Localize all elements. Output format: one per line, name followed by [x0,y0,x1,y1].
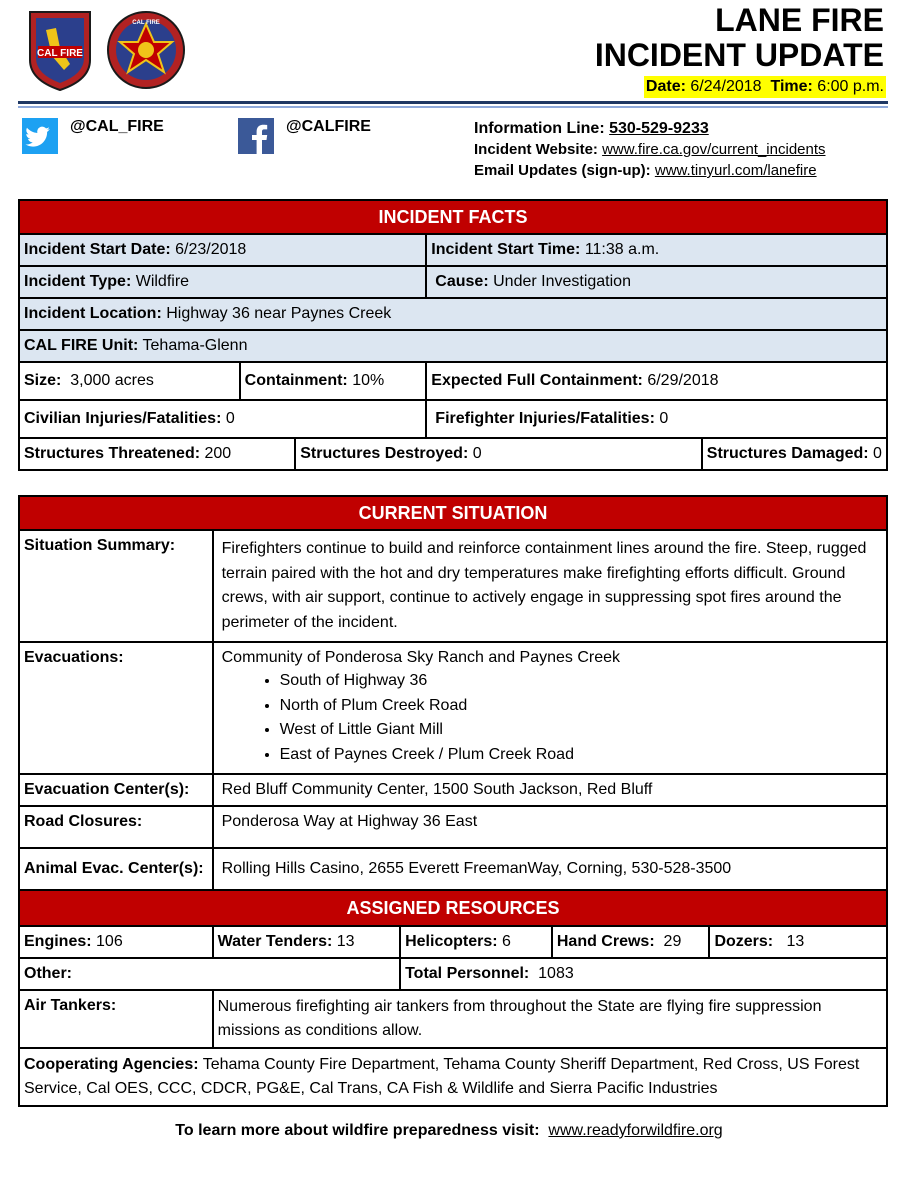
road-closures-label: Road Closures: [19,806,213,848]
start-date-value: 6/23/2018 [175,241,247,258]
twitter-contact[interactable] [22,118,164,154]
facebook-handle: @CALFIRE [286,118,371,135]
date-value: 6/24/2018 [690,78,762,95]
start-time-value: 11:38 a.m. [584,241,660,258]
header-logos [26,8,188,92]
cal-fire-logos-icon [26,8,188,92]
expected-containment-value: 6/29/2018 [647,372,719,389]
civilian-injuries-cell: Civilian Injuries/Fatalities: 0 [19,400,426,438]
assigned-resources-heading: ASSIGNED RESOURCES [19,890,887,926]
dozers-cell: Dozers: 13 [709,926,887,958]
air-tankers-value: Numerous firefighting air tankers from throughout the State are flying fire suppression missions as conditions allow. [213,990,887,1048]
structures-threatened-value: 200 [204,445,232,462]
evac-center-value: Red Bluff Community Center, 1500 South Jackson, Red Bluff [213,774,887,806]
helicopters-cell: Helicopters: 6 [400,926,552,958]
other-cell: Other: [19,958,400,990]
containment-cell: Containment: 10% [240,362,427,400]
water-tenders-cell: Water Tenders: 13 [213,926,400,958]
structures-damaged-value: 0 [873,445,882,462]
hand-crews-value: 29 [663,933,682,950]
time-value: 6:00 p.m. [817,78,884,95]
date-label: Date: [645,78,686,95]
air-tankers-label: Air Tankers: [19,990,213,1048]
cooperating-agencies-cell: Cooperating Agencies: Tehama County Fire Department, Tehama County Sheriff Department, Red Cross, US Forest Service, Cal OES, CCC, CDCR, PG&E, Cal Trans, CA Fish & Wildlife and Sierra Pacific Industries [19,1048,887,1106]
evacuation-list [222,669,878,767]
structures-damaged-cell: Structures Damaged: 0 [702,438,887,470]
header-rule-dark [18,101,888,104]
facebook-icon [238,118,274,154]
water-tenders-value: 13 [336,933,355,950]
evacuations-label: Evacuations: [19,642,213,774]
contact-info [474,118,826,181]
start-time-cell: Incident Start Time: 11:38 a.m. [426,234,887,266]
evacuations-intro: Community of Ponderosa Sky Ranch and Paynes Creek [221,649,621,666]
evac-center-label: Evacuation Center(s): [19,774,213,806]
header-rule-light [18,106,888,108]
animal-evac-label: Animal Evac. Center(s): [19,848,213,890]
date-time-bar [644,76,886,98]
incident-facts-heading: INCIDENT FACTS [19,200,887,234]
title-line-1: LANE FIRE [715,2,884,38]
hand-crews-cell: Hand Crews: 29 [552,926,710,958]
email-label: Email Updates (sign-up): [474,162,651,179]
expected-containment-cell: Expected Full Containment: 6/29/2018 [426,362,887,400]
location-value: Highway 36 near Paynes Creek [166,305,392,322]
website-label: Incident Website: [474,141,598,158]
svg-text:CAL FIRE: CAL FIRE [132,20,160,26]
evacuation-item: • North of Plum Creek Road [280,694,878,719]
start-date-cell: Incident Start Date: 6/23/2018 [19,234,426,266]
total-personnel-value: 1083 [538,965,574,982]
animal-evac-value: Rolling Hills Casino, 2655 Everett FreemanWay, Corning, 530-528-3500 [213,848,887,890]
twitter-handle: @CAL_FIRE [70,118,164,135]
unit-cell: CAL FIRE Unit: Tehama-Glenn [19,330,887,362]
engines-value: 106 [96,933,123,950]
firefighter-injuries-cell: Firefighter Injuries/Fatalities: 0 [426,400,887,438]
road-closures-value: Ponderosa Way at Highway 36 East [213,806,887,848]
unit-value: Tehama-Glenn [142,337,248,354]
firefighter-injuries-value: 0 [659,410,669,427]
situation-resources-table [18,495,888,1107]
evacuation-item: • South of Highway 36 [280,669,878,694]
time-label: Time: [770,78,813,95]
evacuation-item: • East of Paynes Creek / Plum Creek Road [280,743,878,768]
incident-type-cell: Incident Type: Wildfire [19,266,426,298]
report-title [595,2,884,72]
footer [0,1122,898,1140]
civilian-injuries-value: 0 [225,410,235,427]
total-personnel-cell: Total Personnel: 1083 [400,958,887,990]
size-cell: Size: 3,000 acres [19,362,240,400]
twitter-icon [22,118,58,154]
cause-value: Under Investigation [493,273,631,290]
info-line-label: Information Line: [474,120,605,137]
cause-cell: Cause: Under Investigation [426,266,887,298]
helicopters-value: 6 [502,933,511,950]
svg-text:CAL FIRE: CAL FIRE [37,48,83,59]
situation-summary-label: Situation Summary: [19,530,213,642]
incident-type-value: Wildfire [135,273,190,290]
containment-value: 10% [352,372,385,389]
dozers-value: 13 [786,933,805,950]
title-line-2: INCIDENT UPDATE [594,37,884,73]
size-value: 3,000 acres [70,372,154,389]
website-link[interactable]: www.fire.ca.gov/current_incidents [602,141,826,158]
structures-destroyed-cell: Structures Destroyed: 0 [295,438,702,470]
readyforwildfire-link[interactable]: www.readyforwildfire.org [548,1122,723,1139]
facebook-contact[interactable] [238,118,371,154]
structures-threatened-cell: Structures Threatened: 200 [19,438,295,470]
email-link[interactable]: www.tinyurl.com/lanefire [654,162,817,179]
incident-facts-table [18,199,888,471]
structures-destroyed-value: 0 [472,445,482,462]
current-situation-heading: CURRENT SITUATION [19,496,887,530]
cooperating-agencies-value: Tehama County Fire Department, Tehama County Sheriff Department, Red Cross, US Forest Service, Cal OES, CCC, CDCR, PG&E, Cal Trans, CA Fish & Wildlife and Sierra Pacific Industries [24,1056,860,1097]
situation-summary-text: Firefighters continue to build and reinforce containment lines around the fire. Steep, rugged terrain paired with the hot and dry temperatures make firefighting efforts difficult. Ground crews, with air support, continue to actively engage in suppressing spot fires around the perimeter of the incident. [213,530,887,642]
footer-text: To learn more about wildfire preparedness visit: [175,1122,540,1139]
info-line-link[interactable]: 530-529-9233 [609,120,709,137]
evacuations-cell [213,642,887,774]
evacuation-item: • West of Little Giant Mill [280,718,878,743]
location-cell: Incident Location: Highway 36 near Paynes Creek [19,298,887,330]
engines-cell: Engines: 106 [19,926,213,958]
